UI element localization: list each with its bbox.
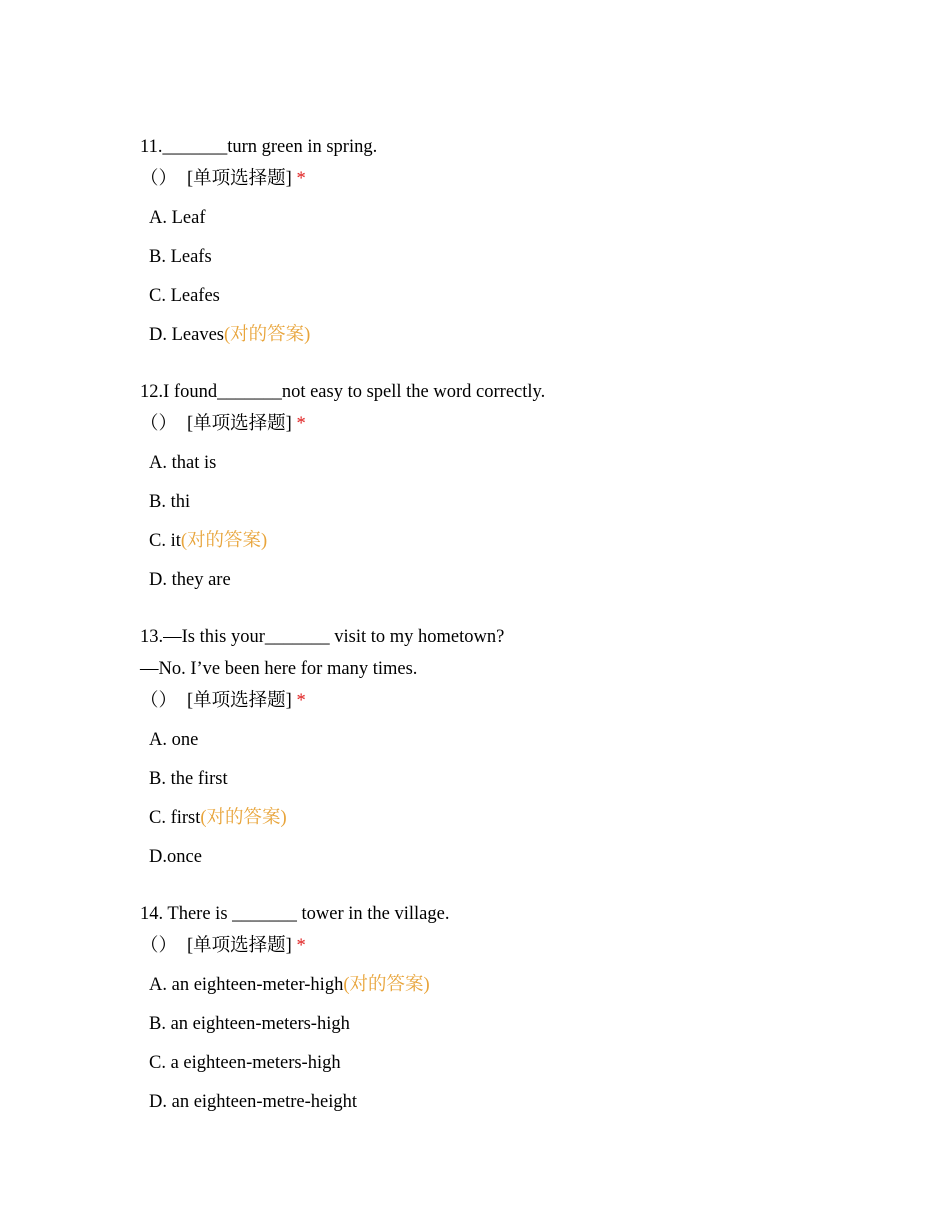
required-mark: * — [296, 936, 306, 956]
correct-answer-mark: (对的答案) — [343, 975, 430, 995]
options-list — [149, 199, 900, 355]
question-12 — [140, 376, 900, 600]
option-label: C. Leafes — [149, 286, 220, 306]
option-c[interactable] — [149, 277, 900, 316]
question-text: 12.I found_______not easy to spell the word correctly. — [140, 382, 546, 402]
option-a[interactable] — [149, 199, 900, 238]
question-text: 11._______turn green in spring. — [140, 137, 378, 157]
question-text: 14. There is _______ tower in the village. — [140, 904, 450, 924]
option-b[interactable] — [149, 1005, 900, 1044]
required-mark: * — [296, 691, 306, 711]
question-type-label: [单项选择题] — [187, 936, 292, 956]
correct-answer-mark: (对的答案) — [224, 325, 311, 345]
option-c[interactable] — [149, 522, 900, 561]
question-type-label: [单项选择题] — [187, 414, 292, 434]
option-label: A. one — [149, 730, 199, 750]
option-c[interactable] — [149, 1044, 900, 1083]
option-b[interactable] — [149, 760, 900, 799]
question-text: 13.—Is this your_______ visit to my hometown? — [140, 627, 505, 647]
option-a[interactable] — [149, 721, 900, 760]
correct-answer-mark: (对的答案) — [200, 808, 287, 828]
option-label: A. an eighteen-meter-high — [149, 975, 344, 995]
question-type-label: [单项选择题] — [187, 169, 292, 189]
question-11 — [140, 131, 900, 355]
option-label: D.once — [149, 847, 202, 867]
option-label: D. they are — [149, 570, 231, 590]
options-list — [149, 721, 900, 877]
option-label: C. first — [149, 808, 201, 828]
answer-paren: （） — [140, 936, 178, 956]
correct-answer-mark: (对的答案) — [180, 531, 268, 551]
option-label: D. an eighteen-metre-height — [149, 1092, 358, 1112]
option-d[interactable] — [149, 1083, 900, 1122]
question-type-label: [单项选择题] — [187, 691, 292, 711]
question-text-line-2: —No. I’ve been here for many times. — [140, 659, 418, 679]
option-label: B. an eighteen-meters-high — [149, 1014, 350, 1034]
option-a[interactable] — [149, 444, 900, 483]
option-d[interactable] — [149, 316, 900, 355]
question-meta — [140, 408, 900, 440]
option-label: B. the first — [149, 769, 228, 789]
option-label: B. thi — [149, 492, 191, 512]
answer-paren: （） — [140, 691, 178, 711]
question-meta — [140, 685, 900, 717]
option-label: A. that is — [149, 453, 217, 473]
option-d[interactable] — [149, 838, 900, 877]
required-mark: * — [296, 169, 306, 189]
option-d[interactable] — [149, 561, 900, 600]
answer-paren: （） — [140, 169, 178, 189]
options-list — [149, 444, 900, 600]
option-b[interactable] — [149, 483, 900, 522]
option-c[interactable] — [149, 799, 900, 838]
option-label: A. Leaf — [149, 208, 206, 228]
options-list — [149, 966, 900, 1122]
question-meta — [140, 930, 900, 962]
answer-paren: （） — [140, 414, 178, 434]
question-13 — [140, 621, 900, 877]
option-label: C. a eighteen-meters-high — [149, 1053, 341, 1073]
required-mark: * — [296, 414, 306, 434]
option-label: D. Leaves — [149, 325, 224, 345]
quiz-document — [140, 131, 900, 1143]
question-meta — [140, 163, 900, 195]
option-label: B. Leafs — [149, 247, 212, 267]
option-b[interactable] — [149, 238, 900, 277]
option-label: C. it — [149, 531, 181, 551]
option-a[interactable] — [149, 966, 900, 1005]
question-14 — [140, 898, 900, 1122]
